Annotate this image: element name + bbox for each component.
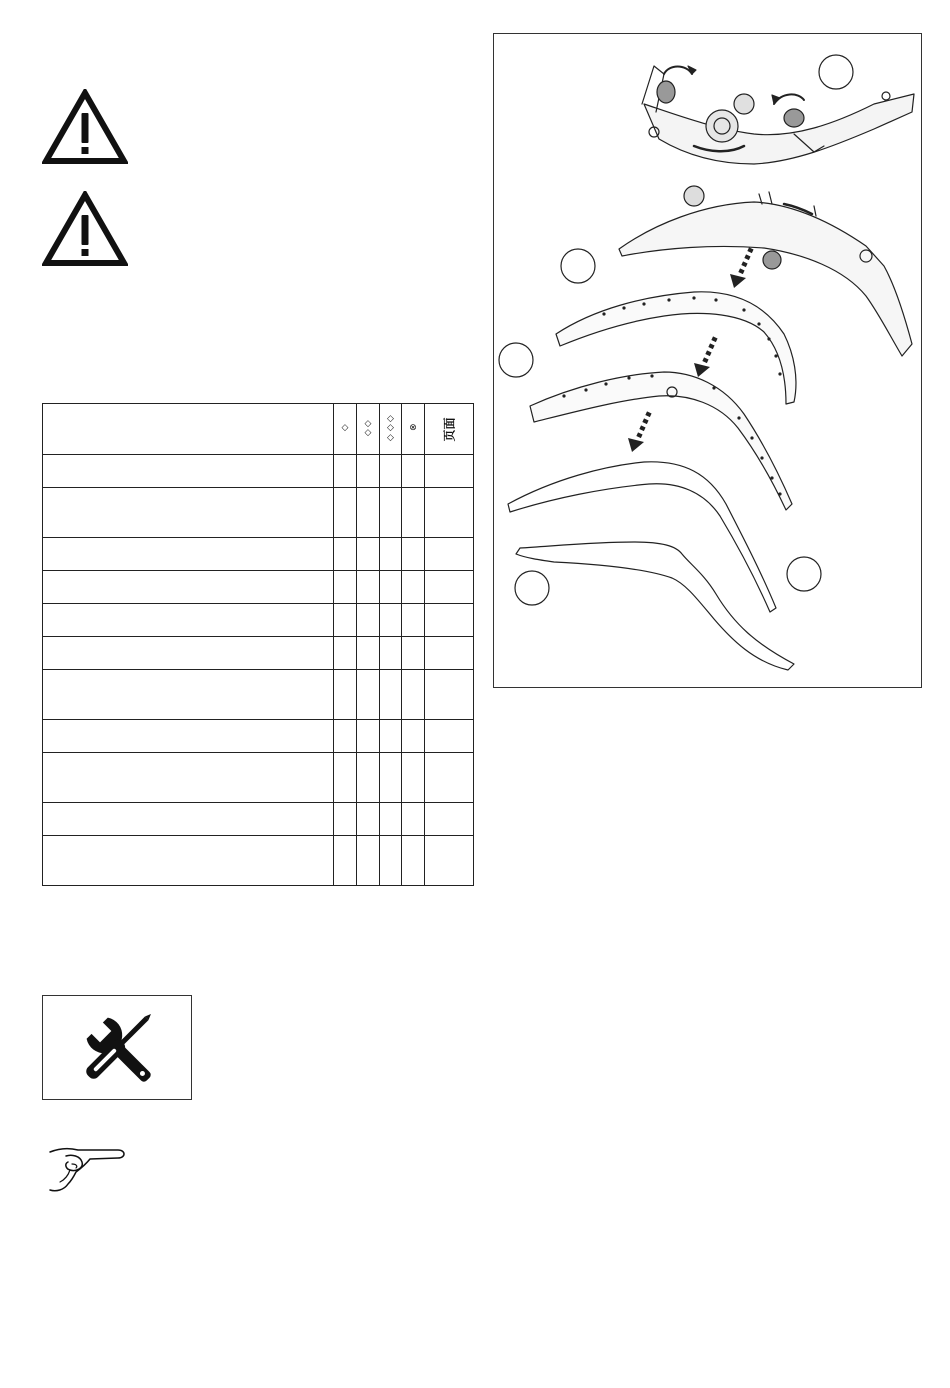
- row-page-cell: [425, 571, 474, 604]
- row-description-cell: [43, 571, 334, 604]
- row-interval-cell: [334, 836, 357, 886]
- row-interval-cell: [357, 488, 380, 538]
- row-page-cell: [425, 803, 474, 836]
- pointing-hand-icon: [46, 1142, 128, 1196]
- row-interval-cell: [380, 836, 402, 886]
- table-row: [43, 670, 474, 720]
- row-description-cell: [43, 604, 334, 637]
- assembly-illustration: [494, 34, 921, 687]
- table-row: [43, 455, 474, 488]
- row-interval-cell: [380, 488, 402, 538]
- table-row: [43, 488, 474, 538]
- row-description-cell: [43, 670, 334, 720]
- table-header-row: [43, 404, 474, 455]
- row-page-cell: [425, 753, 474, 803]
- row-interval-cell: [357, 637, 380, 670]
- row-interval-cell: [380, 720, 402, 753]
- row-interval-cell: [334, 637, 357, 670]
- diamond-icon: ◇: [364, 428, 372, 438]
- row-interval-cell: [402, 720, 425, 753]
- warning-triangle-icon: [42, 89, 128, 165]
- row-interval-cell: [357, 670, 380, 720]
- table-row: [43, 604, 474, 637]
- row-interval-cell: [357, 538, 380, 571]
- header-interval-2: [357, 404, 380, 455]
- row-interval-cell: [357, 604, 380, 637]
- row-interval-cell: [334, 720, 357, 753]
- row-interval-cell: [402, 571, 425, 604]
- diamond-icon: ◇: [387, 413, 394, 424]
- row-page-cell: [425, 488, 474, 538]
- row-interval-cell: [334, 670, 357, 720]
- row-description-cell: [43, 455, 334, 488]
- row-page-cell: [425, 670, 474, 720]
- row-interval-cell: [380, 604, 402, 637]
- row-interval-cell: [402, 836, 425, 886]
- row-interval-cell: [402, 488, 425, 538]
- row-interval-cell: [357, 571, 380, 604]
- table-row: [43, 538, 474, 571]
- header-interval-1: [334, 404, 357, 455]
- row-interval-cell: [402, 538, 425, 571]
- row-interval-cell: [380, 637, 402, 670]
- row-description-cell: [43, 637, 334, 670]
- callout-circle: [515, 571, 549, 605]
- header-description: [43, 404, 334, 455]
- diamond-icon: ◇: [387, 423, 394, 434]
- row-interval-cell: [357, 455, 380, 488]
- row-interval-cell: [357, 753, 380, 803]
- table-row: [43, 803, 474, 836]
- row-description-cell: [43, 488, 334, 538]
- row-interval-cell: [357, 836, 380, 886]
- row-interval-cell: [334, 488, 357, 538]
- row-page-cell: [425, 637, 474, 670]
- callout-circle: [561, 249, 595, 283]
- row-description-cell: [43, 803, 334, 836]
- row-description-cell: [43, 720, 334, 753]
- header-interval-3: [380, 404, 402, 455]
- row-page-cell: [425, 836, 474, 886]
- warning-triangle-icon: [42, 191, 128, 267]
- diamond-icon: ◇: [364, 418, 372, 429]
- table-row: [43, 836, 474, 886]
- row-interval-cell: [402, 637, 425, 670]
- row-interval-cell: [380, 455, 402, 488]
- row-interval-cell: [357, 720, 380, 753]
- row-interval-cell: [334, 571, 357, 604]
- row-page-cell: [425, 720, 474, 753]
- row-interval-cell: [334, 803, 357, 836]
- row-interval-cell: [402, 753, 425, 803]
- row-interval-cell: [380, 803, 402, 836]
- row-interval-cell: [402, 604, 425, 637]
- row-page-cell: [425, 455, 474, 488]
- row-interval-cell: [357, 803, 380, 836]
- row-interval-cell: [402, 803, 425, 836]
- row-interval-cell: [380, 753, 402, 803]
- table-body: [43, 455, 474, 886]
- callout-circle: [499, 343, 533, 377]
- row-page-cell: [425, 538, 474, 571]
- row-interval-cell: [380, 670, 402, 720]
- callout-circle: [819, 55, 853, 89]
- screwdriver-wrench-icon: [43, 996, 191, 1099]
- diamond-icon: ◇: [387, 432, 394, 443]
- row-description-cell: [43, 836, 334, 886]
- tools-box: [42, 995, 192, 1100]
- row-description-cell: [43, 538, 334, 571]
- row-interval-cell: [334, 753, 357, 803]
- maintenance-table: [42, 403, 474, 886]
- header-interval-4: [402, 404, 425, 455]
- row-page-cell: [425, 604, 474, 637]
- row-description-cell: [43, 753, 334, 803]
- row-interval-cell: [334, 538, 357, 571]
- row-interval-cell: [380, 538, 402, 571]
- row-interval-cell: [334, 604, 357, 637]
- table-row: [43, 720, 474, 753]
- header-page: 页面: [425, 404, 474, 455]
- callout-circle: [787, 557, 821, 591]
- diamond-icon: ◇: [341, 423, 349, 434]
- exploded-view-figure: [493, 33, 922, 688]
- row-interval-cell: [402, 455, 425, 488]
- table-row: [43, 637, 474, 670]
- row-interval-cell: [380, 571, 402, 604]
- table-row: [43, 753, 474, 803]
- circled-x-icon: ⊗: [409, 423, 417, 434]
- row-interval-cell: [334, 455, 357, 488]
- row-interval-cell: [402, 670, 425, 720]
- table-row: [43, 571, 474, 604]
